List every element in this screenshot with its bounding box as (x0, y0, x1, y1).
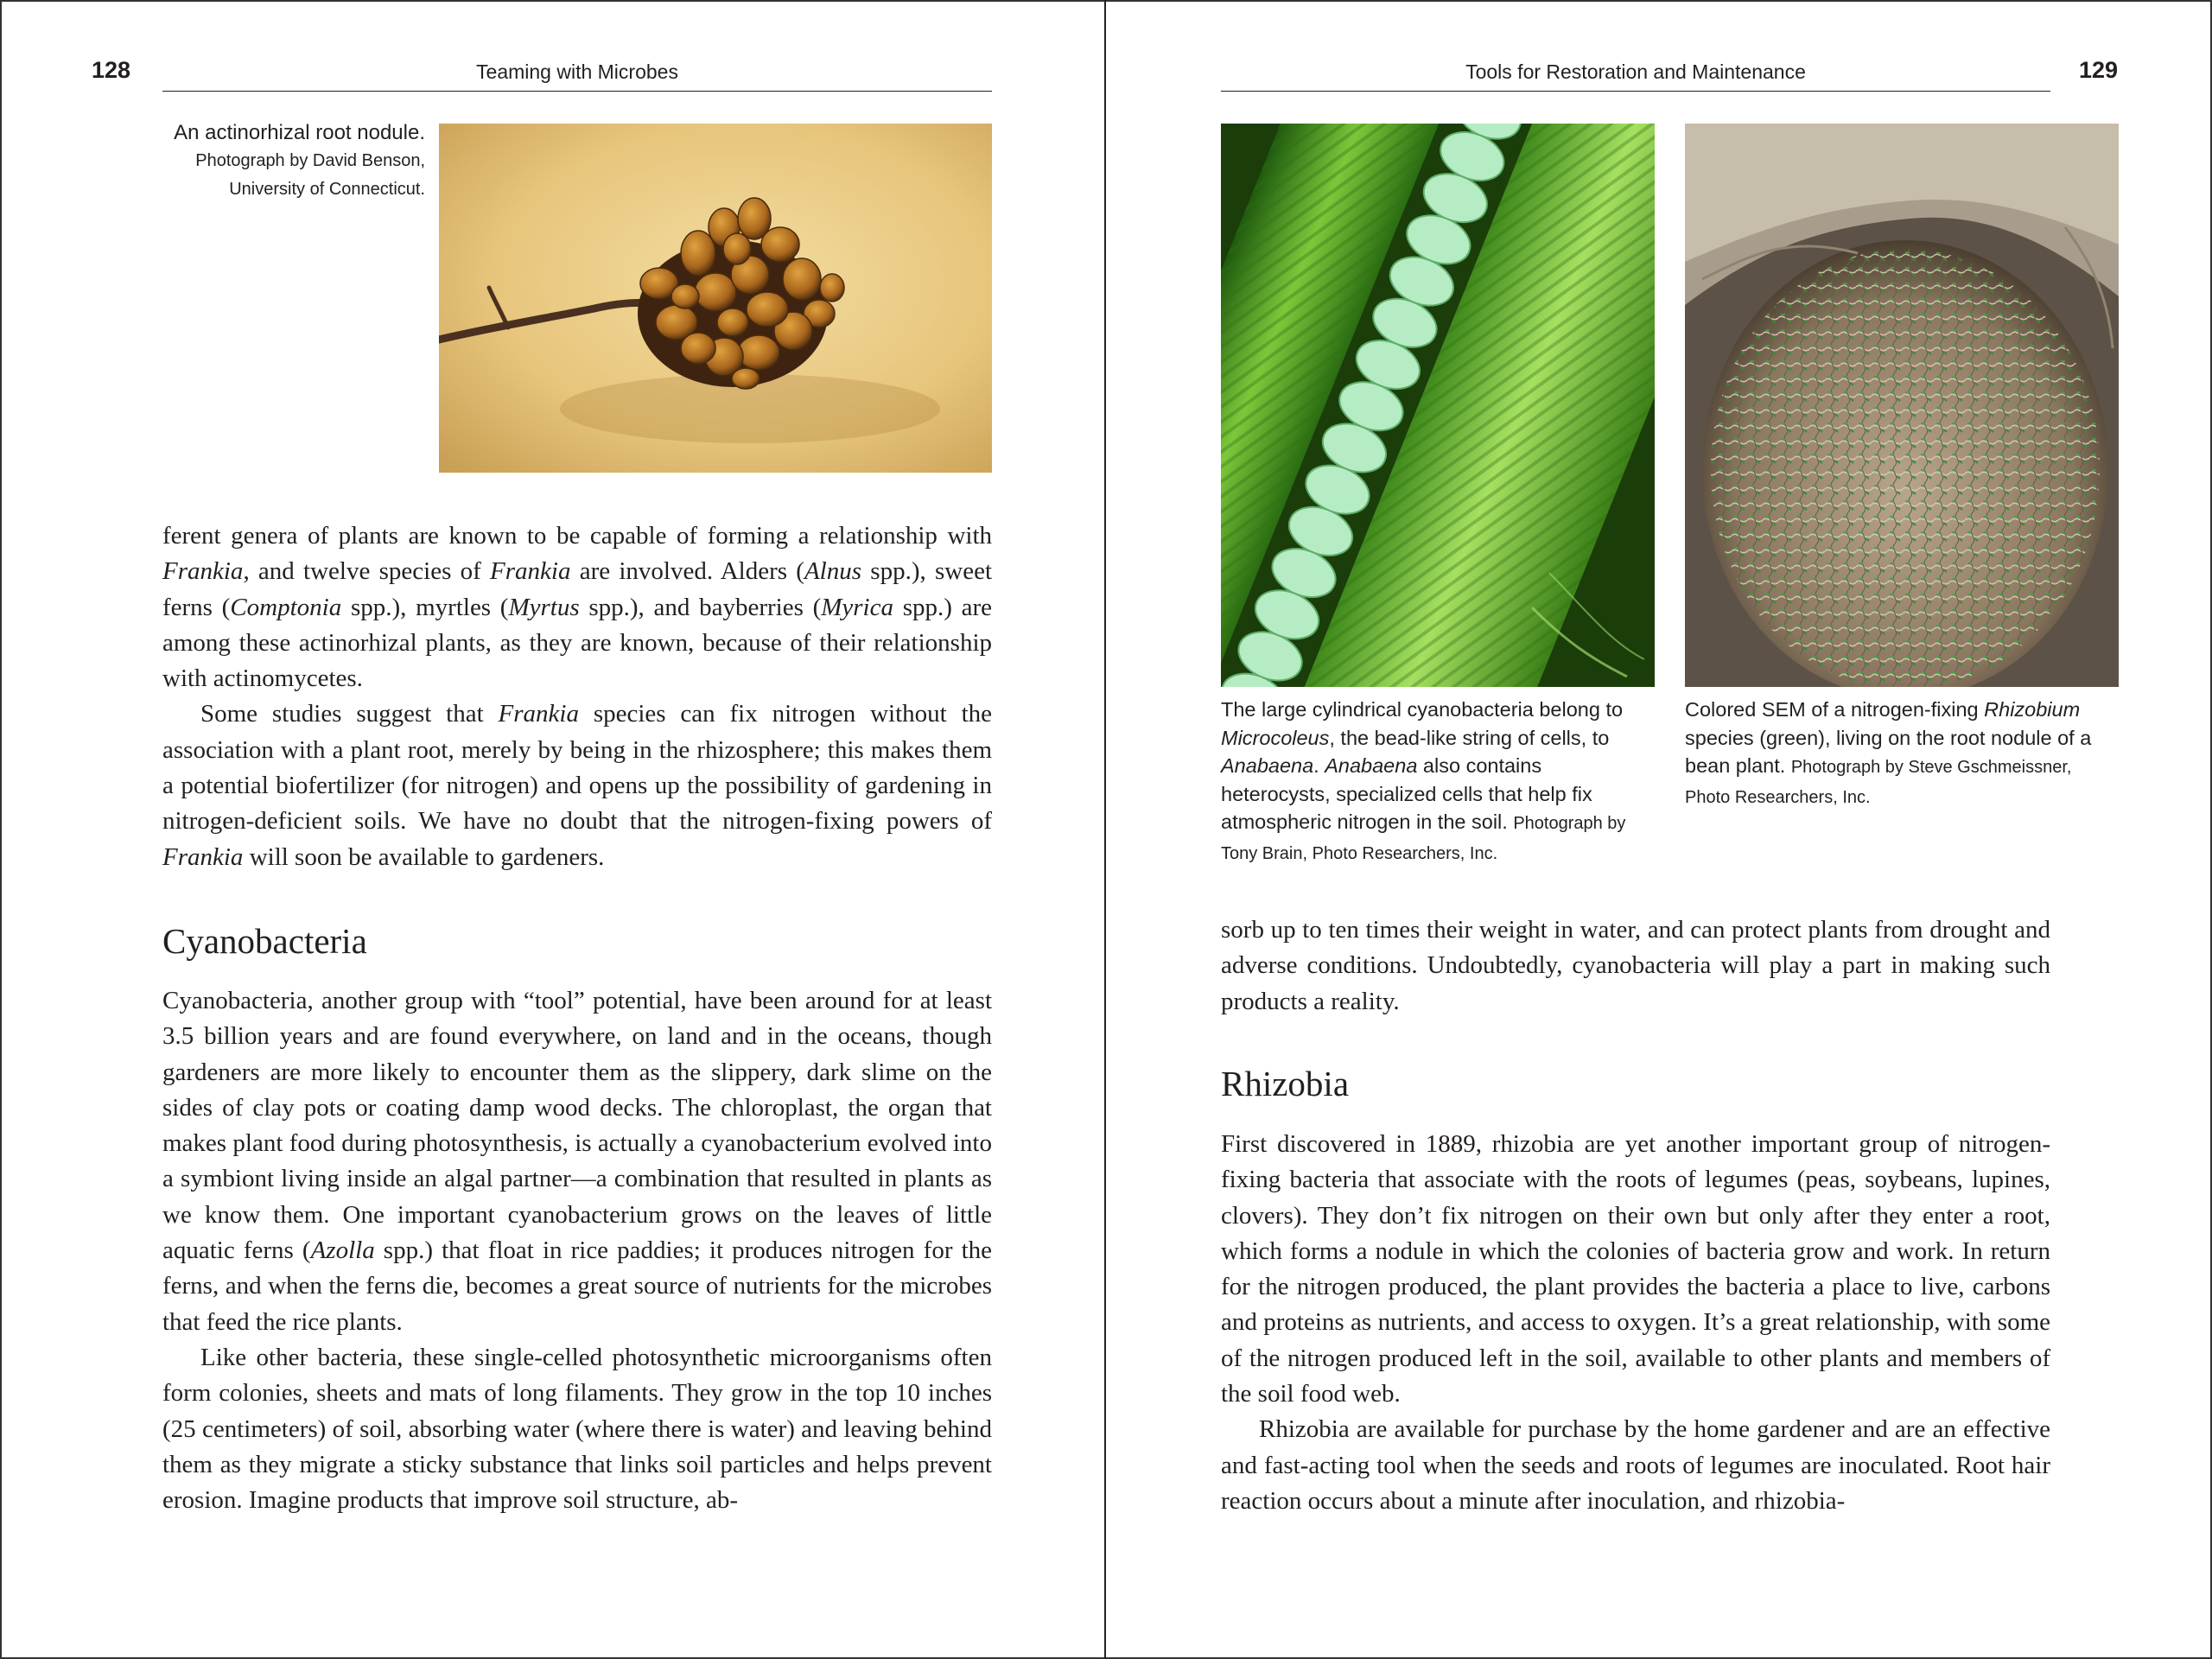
caption-credit: Photograph by Tony Brain, Photo Researchers, Inc. (1221, 814, 1626, 863)
body-text-bottom-right (1221, 1127, 2050, 1519)
paragraph-cyanobacteria-intro: Cyanobacteria, another group with “tool” potential, have been around for at least 3.5 billion years and are found everywhere, on land and in the oceans, though gardeners are more likely to encounter them as the slippery, dark slime on the sides of clay pots or coating damp wood decks. The chloroplast, the organ that makes plant food during photosynthesis, is actually a cyanobacterium evolved into a symbiont living inside an algal partner—a combination that resulted in plants as we know them. One important cyanobacterium grows on the leaves of little aquatic ferns (Azolla spp.) that float in rice paddies; it produces nitrogen for the ferns, and when the ferns die, becomes a great source of nutrients for the microbes that feed the rice plants. (162, 987, 993, 1336)
paragraph-rhizobia-purchase: Rhizobia are available for purchase by the home gardener and are an effective and fast-acting tool when the seeds and roots of legumes are inoculated. Root hair reaction occurs about a minute after inoculation, and rhizobia- (1221, 1415, 2050, 1515)
figure-caption-cyanobacteria: The large cylindrical cyanobacteria belong to Microcoleus, the bead-like string of cells, to Anabaena. Anabaena also contains heterocysts, specialized cells that help fix atmospheric nitrogen in the soil. Photograph by Tony Brain, Photo Researchers, Inc. (1221, 698, 1626, 863)
page-number-right: 129 (2079, 57, 2119, 83)
running-head-right: Tools for Restoration and Maintenance (1465, 60, 1806, 83)
running-head-left: Teaming with Microbes (476, 60, 678, 83)
caption-credit-line-1: Photograph by David Benson, (195, 151, 425, 170)
paragraph-frankia-genera: ferent genera of plants are known to be capable of forming a relationship with Frankia, and twelve species of Frankia are involved. Alders (Alnus spp.), sweet ferns (Comptonia spp.), myrtles (Myrtus spp.), and bayberries (Myrica spp.) are among these actinorhizal plants, as they are known, because of their relationship with actinomycetes. (162, 522, 993, 693)
section-heading-rhizobia: Rhizobia (1221, 1064, 1350, 1103)
paragraph-cyanobacteria-colonies: Like other bacteria, these single-celled photosynthetic microorganisms often form colonies, sheets and mats of long filaments. They grow in the top 10 inches (25 centimeters) of soil, absorbing water (where there is water) and leaving behind them as they migrate a sticky substance that links soil particles and helps prevent erosion. Imagine products that improve soil structure, ab- (162, 1343, 992, 1515)
header-rule-left (162, 91, 992, 92)
section-heading-cyanobacteria: Cyanobacteria (162, 921, 367, 961)
header-rule-right (1221, 91, 2050, 92)
rhizobium-sem-photo (1685, 124, 2119, 687)
body-text-bottom-left (162, 983, 992, 1518)
body-text-top-left (162, 518, 992, 875)
page-number-left: 128 (92, 57, 131, 83)
body-text-top-right (1221, 912, 2050, 1020)
figure-caption-root-nodule (131, 118, 425, 204)
caption-credit-line-2: University of Connecticut. (229, 180, 425, 199)
caption-lead: An actinorhizal root nodule. (174, 121, 425, 144)
cyanobacteria-micrograph (1221, 124, 1655, 687)
caption-credit: Photograph by Steve Gschmeissner, Photo Researchers, Inc. (1685, 758, 2072, 807)
right-page (1106, 0, 2212, 1659)
figure-caption-rhizobium: Colored SEM of a nitrogen-fixing Rhizobium species (green), living on the root nodule of a bean plant. Photograph by Steve Gschmeissner, Photo Researchers, Inc. (1685, 698, 2092, 807)
paragraph-cyanobacteria-continued: sorb up to ten times their weight in water, and can protect plants from drought and adverse conditions. Undoubtedly, cyanobacteria will play a part in making such products a reality. (1221, 916, 2050, 1015)
root-nodule-photo (439, 124, 992, 473)
paragraph-frankia-biofertilizer: Some studies suggest that Frankia species can fix nitrogen without the association with a plant root, merely by being in the rhizosphere; this makes them a potential biofertilizer (for nitrogen) and opens up the possibility of gardening in nitrogen-deficient soils. We have no doubt that the nitrogen-fixing powers of Frankia will soon be available to gardeners. (162, 700, 992, 871)
paragraph-rhizobia-intro: First discovered in 1889, rhizobia are yet another important group of nitrogen-fixing bacteria that associate with the roots of legumes (peas, soybeans, lupines, clovers). They don’t fix nitrogen on their own but only after they enter a root, which forms a nodule in which the colonies of bacteria grow and work. In return for the nitrogen produced, the plant provides the bacteria a place to live, carbons and proteins as nutrients, and access to oxygen. It’s a great relationship, with some of the nitrogen produced left in the soil, available to other plants and members of the soil food web. (1221, 1130, 2050, 1408)
